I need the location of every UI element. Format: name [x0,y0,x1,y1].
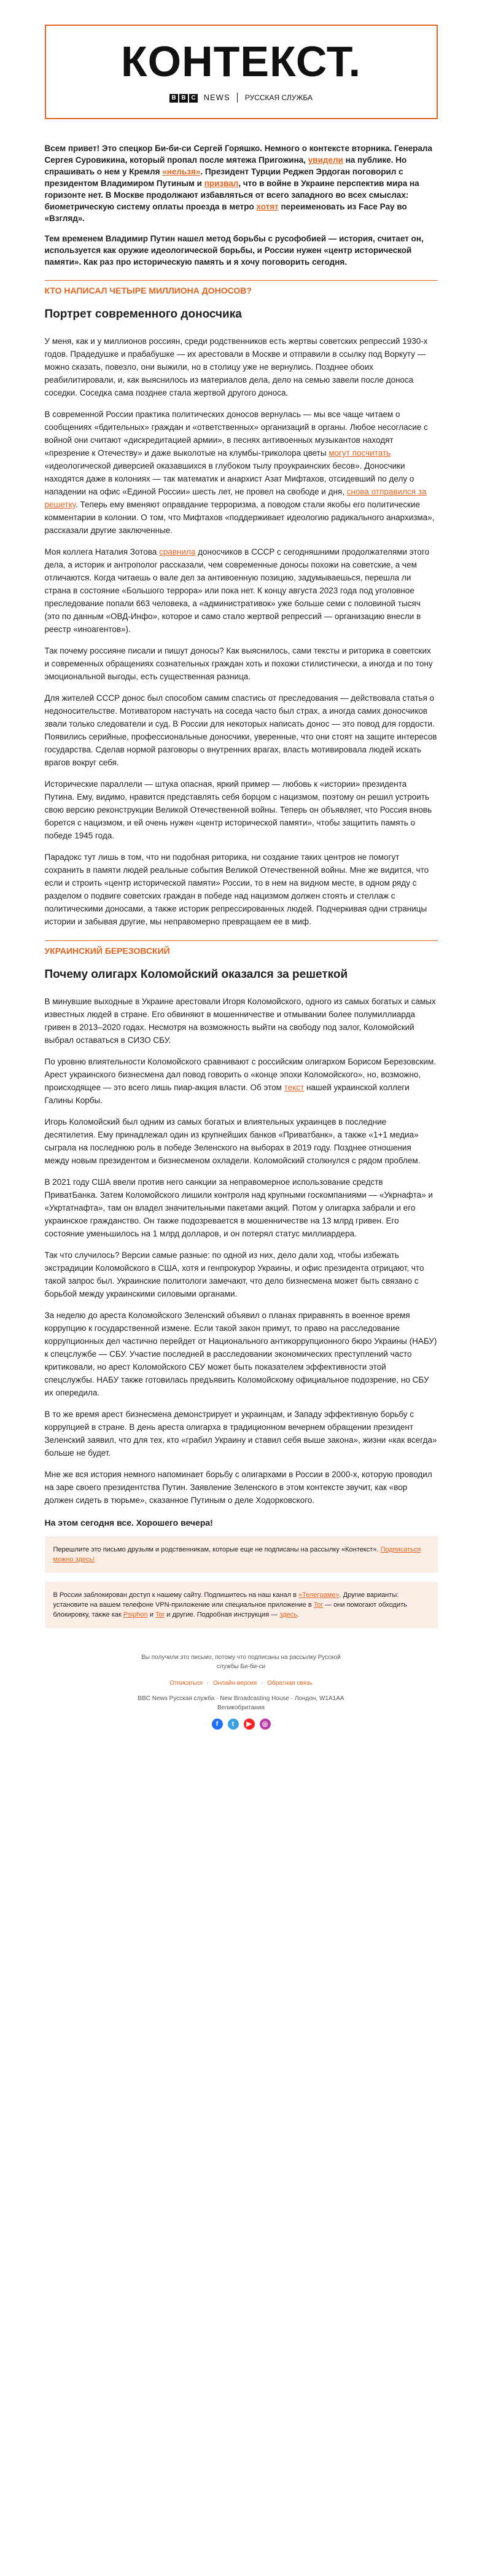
intro-text: Тем временем Владимир Путин нашел метод борьбы с русофобией — история, считает он, используется как оружие идеологической борьбы, и России нужен «центр исторической памяти». Как раз про историческую память и я хочу поговорить сегодня. [44,234,424,267]
intro-link[interactable]: призвал [204,179,239,188]
notice-box-link[interactable]: здесь [279,1611,297,1618]
article1-paragraph [45,335,438,399]
article2-text: Игорь Коломойский был одним из самых богатых и влиятельных украинцев в последние десятилетия. Ему принадлежал один из крупнейших банков «Приватбанк», а также «1+1 медиа» сыграла на последнюю роль в победе Зеленского на выборах в 2019 году. Позднее отношения между новым президентом и бизнесменом охладели. Коломойский столкнулся с рядом проблем. [44,1117,421,1165]
instagram-icon[interactable]: ◎ [260,1719,271,1730]
intro-paragraph [45,142,438,224]
article1-paragraph [45,692,438,769]
notice-box-link[interactable]: Tor [155,1611,165,1618]
notice-box-text: и другие. Подробная инструкция — [165,1611,280,1618]
section-label-1: КТО НАПИСАЛ ЧЕТЫРЕ МИЛЛИОНА ДОНОСОВ? [45,280,438,295]
article1-text: У меня, как и у миллионов россиян, среди родственников есть жертвы советских репрессий 1930-х годов. Прадедушке и прабабушке — их арестовали в Москве и отправили в ссылку под Воркуту — можно сказать, повезло, они выжили, но в столицу уже не вернулись. Позднее обоих реабилитировали, и, как выяснилось из материалов дела, дело на семью завели после доноса соседки. Соседка сама позднее стала жертвой другого доноса. [44,337,428,397]
intro-text: на публике. Но спрашивать о нем у Кремля [44,155,407,176]
kontekst-logo: КОНТЕКСТ. [120,37,362,85]
article1-text: . Теперь ему вменяют оправдание терроризма, а поводом стали якобы его политические комментарии в колонии. О том, что Мифтахов «поддерживает идеологию радикального анархизма», рассказали другие заключенные. [44,500,435,535]
article2-text: Мне же вся история немного напоминает борьбу с олигархами в России в 2000-х, которую проводил на заре своего президентства Путин. Заявление Зеленского в этом контексте звучит, как «вор должен сидеть в тюрьме», сказанное Путиным о деле Ходорковского. [44,1470,432,1505]
share-box-link[interactable]: Подписаться можно здесь! [53,1546,421,1563]
article1-text: Для жителей СССР донос был способом самим спастись от преследования — действовала статья о недоносительстве. Мотиватором настучать на соседа часто был страх, а иногда самих доносчиков звали только следователи и суд. В России для некоторых написать донос — это повод для гордости. Появились серийные, профессиональные доносчики, уверенные, что они стоят на защите интересов государства. Сделав нормой разговоры о внутренних врагах, власть мотивировала людей искать врагов вокруг себя. [44,693,437,767]
footer-country: Великобритания [217,1704,265,1711]
bbc-russian-service-line [46,92,437,103]
article1-text: В современной России практика политических доносов вернулась — мы все чаще читаем о сообщениях «бдительных» граждан и «ответственных» организаций в органы. Любое несогласие с войной они считают «дискредитацией армии», в песнях антивоенных музыкантов находят «презрение к Отечеству» и даже выколотые на клумбы-триколора цветы [44,410,428,458]
footer-links: Отписаться · Онлайн-версия · Обратная связь [169,1680,313,1687]
article1-paragraph [45,545,438,636]
intro-paragraph [45,233,438,268]
online-version-link[interactable]: Онлайн-версия [212,1680,257,1687]
notice-box-text: и [147,1611,155,1618]
intro-text: переименовать из Face Pay во «Взгляд». [44,202,407,223]
closing-line: На этом сегодня все. Хорошего вечера! [44,1518,213,1528]
article2-paragraph [45,1055,438,1107]
bbc-logo: B B C [169,92,199,103]
article2-text: За неделю до ареста Коломойского Зеленский объявил о планах приравнять в военное время коррупцию к государственной измене. Если такой закон примут, то право на расследование коррупционных дел частично перейдет от Национального антикоррупционного бюро Украины (НАБУ) к спецслужбе — СБУ. Участие последней в расследовании экономических преступлений часто критиковали, но арест Коломойского СБУ может быть показателем эффективности этой спецслужбы. НАБУ также готовилась предъявить Коломойскому официальное подозрение, но СБУ их опередила. [44,1311,437,1397]
twitter-icon[interactable]: t [228,1719,239,1730]
article-title-2: Почему олигарх Коломойский оказался за решеткой [44,968,348,981]
article1-paragraph [45,778,438,842]
article2-text: В минувшие выходные в Украине арестовали Игоря Коломойского, одного из самых богатых и самых известных людей в стране. Его обвиняют в мошенничестве и отмывании более полумиллиарда гривен в 2013–2020 годах. Несмотря на возможность выйти на свободу под залог, Коломойский выбрал оставаться в СИЗО СБУ. [44,997,436,1045]
article1-link[interactable]: могут посчитать [328,448,391,458]
masthead [45,25,438,119]
intro-text: Всем привет! Это спецкор Би-би-си Сергей Горяшко. Немного о контексте вторника. Генерала Сергея Суровикина, который пропал после мятежа Пригожина, [44,144,432,165]
notice-box-link[interactable]: Tor [313,1601,324,1609]
article1-link[interactable]: сравнила [159,547,196,556]
intro-link[interactable]: хотят [256,202,279,211]
footer [45,1653,438,1730]
notice-box-text: В России заблокирован доступ к нашему сайту. Подпишитесь на наш канал в [53,1591,299,1599]
article2-paragraph [45,1468,438,1507]
share-box-text: Перешлите это письмо друзьям и родственникам, которые еще не подписаны на рассылку «Контекст». [53,1546,381,1553]
notice-box-text: . [297,1611,299,1618]
article2-text: Так что случилось? Версии самые разные: по одной из них, дело дали ход, чтобы избежать экстрадиции Коломойского в США, хотя и генпрокурор Украины, и офис президента отрицают, что такой запрос был. Украинские политологи замечают, что дело бизнесмена может быть связано с борьбой между украинскими силовыми органами. [44,1251,424,1298]
share-box [45,1536,438,1573]
article1-paragraph [45,644,438,683]
intro-link[interactable]: увидели [308,155,343,165]
article2-paragraph [45,1115,438,1167]
article1-text: Парадокс тут лишь в том, что ни подобная риторика, ни создание таких центров не помогут сохранить в памяти людей реальные события Великой Отечественной войны. Мне же видится, что если и строить «центр исторической памяти» России, то в нем на видном месте, в одном ряду с разделом о подвиге советских граждан в победе над нацизмом должен стоять и стеллаж с политическими доносами, а также историк репрессированных людей. Подчеркивая одни страницы истории и забывая другие, мы неправомерно превращаем ее в миф. [44,853,429,926]
notice-box-text: . Другие варианты: установите на вашем телефоне VPN-приложение или специальное приложение в [53,1591,399,1609]
article1-paragraph [45,408,438,537]
article2-text: По уровню влиятельности Коломойского сравнивают с российским олигархом Борисом Березовским. Арест украинского бизнесмена дал повод говорить о «конце эпохи Коломойского», но, возможно, происходящее — это всего лишь пиар-акция власти. Об этом [44,1057,437,1092]
intro-text: , что в войне в Украине перспектив мира на горизонте нет. В Москве продолжают избавляться от всего западного во всех смыслах: биометрическую систему оплаты проезда в метро [44,179,419,211]
footer-line-1: Вы получили это письмо, потому что подписаны на рассылку Русской [141,1654,341,1661]
article1-text: Исторические параллели — штука опасная, яркий пример — любовь к «истории» президента Путина. Ему, видимо, нравится представлять себя борцом с нацизмом, поэтому он решил устроить свою версию реконструкции Великой Отечественной войны. Теперь он объявляет, что Россия вновь борется с нацизмом, и ей очень нужен «центр исторической памяти», чтобы защитить память о победе 1945 года. [44,779,432,840]
article1-text: доносчиков в СССР с сегодняшними продолжателями этого дела, а историк и антрополог рассказали, чем современные доносы похожи на советские, а чем отличаются. Когда читаешь о вале дел за антивоенную позицию, задумываешься, перешла ли страна в состояние «Большого террора» или пока нет. К концу августа 2023 года под уголовное преследование попали 663 человека, а «административок» уже больше семи с половиной тысяч (это по данным «ОВД-Инфо», которое и само стало жертвой репрессий — организацию внесли в реестр «иноагентов»). [44,547,430,634]
article1-link[interactable]: снова отправился за решетку [44,487,427,509]
section-label-2: УКРАИНСКИЙ БЕРЕЗОВСКИЙ [45,940,438,956]
footer-line-2: службы Би-би-си [216,1663,266,1670]
intro-text: . Президент Турции Реджеп Эрдоган поговорил с президентом Владимиром Путиным и [44,167,403,188]
bbc-news-label: NEWS [203,93,230,103]
facebook-icon[interactable]: f [212,1719,223,1730]
intro-link[interactable]: «нельзя» [162,167,201,176]
youtube-icon[interactable]: ▶ [244,1719,255,1730]
newsletter [45,25,438,1730]
article2-paragraph [45,1249,438,1300]
article2-link[interactable]: текст [284,1083,305,1092]
service-label: РУССКАЯ СЛУЖБА [244,93,313,102]
unsubscribe-link[interactable]: Отписаться [169,1680,203,1687]
article2-paragraph [45,995,438,1047]
blocking-notice-box [45,1582,438,1628]
footer-address: BBC News Русская служба · New Broadcasting House · Лондон, W1A1AA [138,1695,344,1702]
article1-text: Моя коллега Наталия Зотова [44,547,160,556]
article-title-1: Портрет современного доносчика [44,308,242,321]
divider [237,93,238,103]
article1-text: «идеологической диверсией оказавшихся в глубоком тылу проукраинских бесов». Доносчики находятся даже в колониях — так математик и анархист Азат Мифтахов, отсидевший по делу о нападении на офис «Единой России» шесть лет, не провел на свободе и дня, [44,461,414,496]
article-body-1 [45,335,438,928]
article2-text: нашей украинской коллеги Галины Корбы. [44,1083,410,1105]
article2-text: В 2021 году США ввели против него санкции за неправомерное использование средств ПриватБанка. Затем Коломойского лишили контроля над крупными госкомпаниями — «Укрнафта» и «Укртатнафта», там он владел значительными пакетами акций. Потом у олигарха забрали и его украинское гражданство. Он также подозревается в мошенничестве на 13 млрд гривен. Его состояние уменьшилось на 1 млрд долларов, и он потерял статус миллиардера. [44,1177,433,1238]
article2-paragraph [45,1176,438,1240]
social-icons [45,1719,438,1730]
notice-box-link[interactable]: «Телеграме» [298,1591,340,1599]
feedback-link[interactable]: Обратная связь [267,1680,313,1687]
intro [45,142,438,268]
notice-box-text: — они помогают обходить блокировку, также как [53,1601,407,1618]
article1-text: Так почему россияне писали и пишут доносы? Как выяснилось, сами тексты и риторика в советских и современных обращениях сознательных граждан хоть и похожи стилистически, а иногда и по тону эмоциональной выгоды, есть существенная разница. [44,646,433,681]
article2-text: В то же время арест бизнесмена демонстрирует и украинцам, и Западу эффективную борьбу с коррупцией в стране. В день ареста олигарха в традиционном вечернем обращении президент Зеленский заявил, что для тех, кто «грабил Украину и ставил себя выше закона», жизни «как всегда» больше не будет. [44,1410,437,1458]
article2-paragraph [45,1309,438,1399]
notice-box-link[interactable]: Psiphon [123,1611,148,1618]
article-body-2 [45,995,438,1507]
article1-paragraph [45,851,438,928]
article2-paragraph [45,1408,438,1459]
